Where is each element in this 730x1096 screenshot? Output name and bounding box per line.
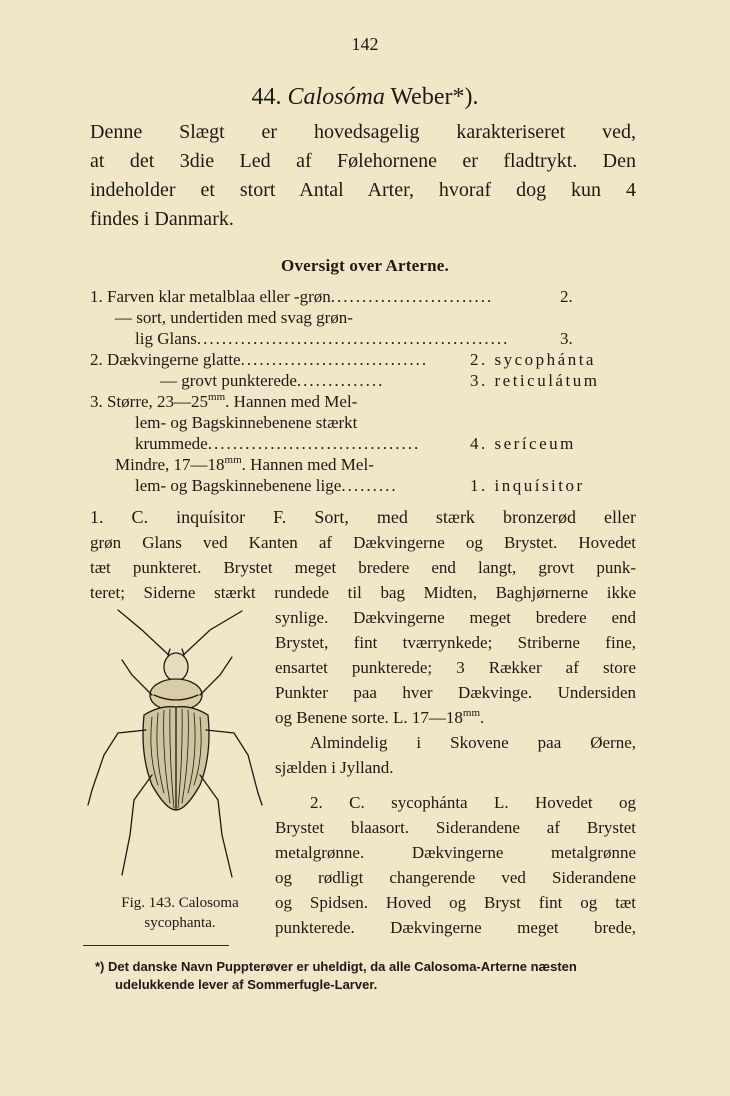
species2-line: punkterede. Dækvingerne meget brede,	[275, 918, 636, 937]
key-row	[160, 370, 600, 391]
key-row-text: — grovt punkterede	[160, 371, 297, 390]
key-row: — sort, undertiden med svag grøn-	[115, 308, 353, 327]
species1-line: grøn Glans ved Kanten af Dækvingerne og Brystet. Hovedet	[90, 533, 636, 552]
unit-superscript: mm	[462, 707, 481, 719]
leader-dots: ..........................	[330, 287, 494, 306]
key-row-text: 2. Dækvingerne glatte	[90, 350, 241, 369]
intro-line: at det 3die Led af Følehornene er fladtrykt. Den	[90, 150, 636, 172]
page-number: 142	[351, 34, 379, 54]
size-text: og Benene sorte. L. 17—18	[275, 708, 463, 727]
species1-side-line: Punkter paa hver Dækvinge. Undersiden	[275, 683, 636, 702]
intro-line: Denne Slægt er hovedsagelig karakteriseret ved,	[90, 121, 636, 143]
key-row-text: lem- og Bagskinnebenene lige	[135, 476, 342, 495]
intro-line: findes i Danmark.	[90, 208, 234, 230]
species1-distribution: sjælden i Jylland.	[275, 758, 394, 777]
species2-line: og rødligt changerende ved Siderandene	[275, 868, 636, 887]
footnote-line: udelukkende lever af Sommerfugle-Larver.	[115, 977, 378, 992]
antenna-right	[178, 611, 242, 660]
key-row-text: 3. Større, 23—25	[90, 392, 209, 411]
unit-superscript: mm	[208, 391, 226, 403]
key-row-ref: 2. sycophánta	[470, 350, 596, 369]
key-row-ref: 4. seríceum	[470, 434, 576, 453]
heading-number: 44.	[251, 84, 282, 110]
size-tail: .	[480, 708, 485, 727]
key-row-text: . Hannen med Mel-	[241, 455, 374, 474]
genus-heading	[0, 84, 730, 111]
species1-side-line: Brystet, fint tværrynkede; Striberne fine,	[275, 633, 636, 652]
species2-line: 2. C. sycophánta L. Hovedet og	[310, 793, 636, 812]
species2-line: Brystet blaasort. Siderandene af Brystet	[275, 818, 636, 837]
species1-line: 1. C. inquísitor F. Sort, med stærk bronzerød eller	[90, 507, 636, 527]
species1-line: teret; Siderne stærkt rundede til bag Midten, Baghjørnerne ikke	[90, 583, 636, 602]
unit-superscript: mm	[224, 454, 242, 466]
key-row-ref: 2.	[560, 287, 573, 306]
species2-line: og Spidsen. Hoved og Bryst fint og tæt	[275, 893, 636, 912]
figure-caption	[95, 893, 265, 933]
species1-size-line	[275, 705, 484, 730]
key-row-text: lig Glans	[135, 329, 197, 348]
leader-dots: ..............................	[240, 350, 429, 369]
key-row-ref: 3.	[560, 329, 573, 348]
key-row: lem- og Bagskinnebenene stærkt	[135, 413, 358, 432]
intro-line: indeholder et stort Antal Arter, hvoraf dog kun 4	[90, 179, 636, 201]
key-row-ref: 1. inquísitor	[470, 476, 585, 495]
leader-dots: ..................................	[207, 434, 421, 453]
key-title: Oversigt over Arterne.	[281, 256, 449, 275]
key-row	[90, 286, 573, 307]
species1-line: tæt punkteret. Brystet meget bredere end langt, grovt punk-	[90, 558, 636, 577]
leader-dots: .........	[341, 476, 398, 495]
figure-caption-line: Fig. 143. Calosoma	[121, 895, 239, 911]
footnote-rule	[83, 945, 229, 946]
key-row	[115, 454, 374, 475]
species1-side-line: ensartet punkterede; 3 Rækker af store	[275, 658, 636, 677]
key-row	[135, 475, 585, 496]
genus-author: Weber*).	[390, 84, 479, 110]
key-row	[90, 349, 596, 370]
key-row	[90, 391, 357, 412]
species1-side-line: synlige. Dækvingerne meget bredere end	[275, 608, 636, 627]
figure-caption-line: sycophanta.	[144, 915, 216, 931]
key-row-text: 1. Farven klar metalblaa eller -grøn	[90, 287, 331, 306]
species2-line: metalgrønne. Dækvingerne metalgrønne	[275, 843, 636, 862]
leader-dots: ..............	[296, 371, 385, 390]
key-row	[135, 433, 576, 454]
key-row-text: Mindre, 17—18	[115, 455, 225, 474]
species1-distribution: Almindelig i Skovene paa Øerne,	[310, 733, 636, 752]
genus-name: Calosóma	[287, 84, 385, 110]
key-row	[135, 328, 573, 349]
key-row-text: . Hannen med Mel-	[225, 392, 358, 411]
leader-dots: ..................................................	[196, 329, 510, 348]
key-row-text: krummede	[135, 434, 208, 453]
beetle-illustration	[82, 605, 267, 890]
key-row-ref: 3. reticulátum	[470, 371, 600, 390]
footnote-line: *) Det danske Navn Puppterøver er uheldigt, da alle Calosoma-Arterne næsten	[95, 959, 577, 974]
antenna-left	[118, 610, 174, 660]
